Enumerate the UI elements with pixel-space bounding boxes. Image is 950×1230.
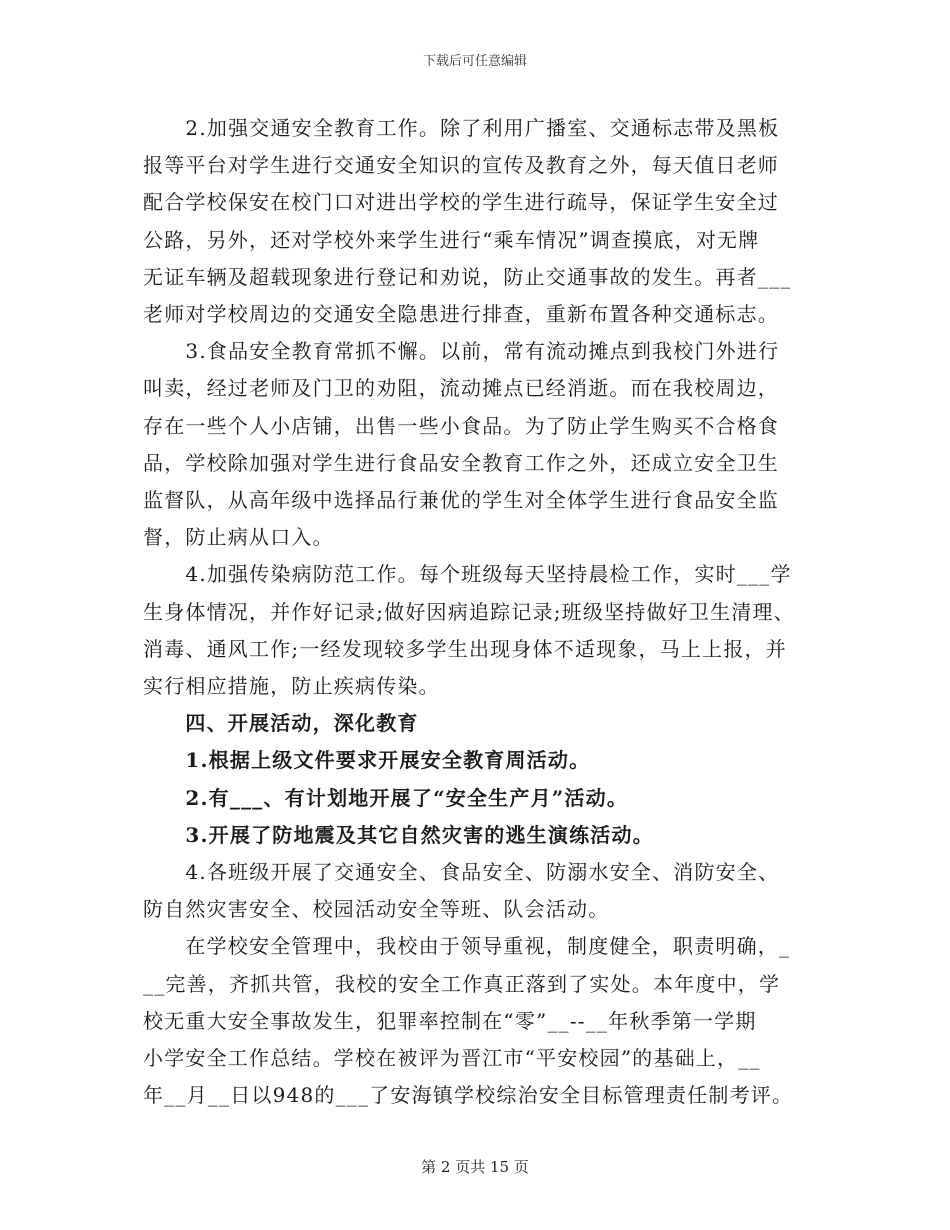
- text-line: 督，防止病从口入。: [143, 525, 334, 550]
- text-line: 消毒、通风工作;一经发现较多学生出现身体不适现象，马上上报，并: [143, 636, 787, 661]
- text-line: 无证车辆及超载现象进行登记和劝说，防止交通事故的发生。再者___: [143, 264, 792, 289]
- activity-item-2: [143, 780, 805, 817]
- text-line: 在学校安全管理中，我校由于领导重视，制度健全，职责明确，_: [143, 934, 791, 959]
- text-line: 实行相应措施，防止疾病传染。: [143, 674, 440, 699]
- paragraph-traffic-safety: [143, 110, 805, 333]
- paragraph-summary: [143, 928, 805, 1114]
- section-heading: [143, 705, 805, 742]
- text-line: __完善，齐抓共管，我校的安全工作真正落到了实处。本年度中，学: [143, 971, 781, 996]
- paragraph-disease-prevention: [143, 556, 805, 705]
- text-line: 报等平台对学生进行交通安全知识的宣传及教育之外，每天值日老师: [143, 153, 779, 178]
- text-line: 防自然灾害安全、校园活动安全等班、队会活动。: [143, 897, 610, 922]
- document-body: [143, 110, 805, 1114]
- text-line: 生身体情况，并作好记录;做好因病追踪记录;班级坚持做好卫生清理、: [143, 599, 795, 624]
- text-line: 公路，另外，还对学校外来学生进行“乘车情况”调查摸底，对无牌: [143, 227, 760, 252]
- text-line: 年__月__日以948的___了安海镇学校综治安全目标管理责任制考评。: [143, 1083, 794, 1108]
- text-line: 2.有___、有计划地开展了“安全生产月”活动。: [143, 785, 629, 810]
- page-footer: 第 2 页共 15 页: [421, 1158, 529, 1176]
- activity-item-4: [143, 854, 805, 928]
- activity-item-1: [143, 742, 805, 779]
- text-line: 3.开展了防地震及其它自然灾害的逃生演练活动。: [143, 822, 654, 847]
- text-line: 2.加强交通安全教育工作。除了利用广播室、交通标志带及黑板: [143, 116, 780, 140]
- text-line: 叫卖，经过老师及门卫的劝阻，流动摊点已经消逝。而在我校周边，: [143, 376, 779, 401]
- text-line: 4.各班级开展了交通安全、食品安全、防溺水安全、消防安全、: [143, 860, 780, 885]
- text-line: 小学安全工作总结。学校在被评为晋江市“平安校园”的基础上，__: [143, 1046, 761, 1071]
- text-line: 监督队，从高年级中选择品行兼优的学生对全体学生进行食品安全监: [143, 488, 779, 513]
- text-line: 存在一些个人小店铺，出售一些小食品。为了防止学生购买不合格食: [143, 413, 779, 438]
- text-line: 四、开展活动，深化教育: [143, 711, 419, 736]
- text-line: 校无重大安全事故发生，犯罪率控制在“零”__--__年秋季第一学期: [143, 1008, 757, 1033]
- text-line: 配合学校保安在校门口对进出学校的学生进行疏导，保证学生安全过: [143, 190, 779, 215]
- text-line: 1.根据上级文件要求开展安全教育周活动。: [143, 748, 591, 773]
- text-line: 老师对学校周边的交通安全隐患进行排查，重新布置各种交通标志。: [143, 302, 779, 327]
- text-line: 品，学校除加强对学生进行食品安全教育工作之外，还成立安全卫生: [143, 450, 779, 475]
- page-header: 下载后可任意编辑: [422, 54, 527, 69]
- text-line: 3.食品安全教育常抓不懈。以前，常有流动摊点到我校门外进行: [143, 339, 780, 364]
- paragraph-food-safety: [143, 333, 805, 556]
- text-line: 4.加强传染病防范工作。每个班级每天坚持晨检工作，实时___学: [143, 562, 792, 587]
- activity-item-3: [143, 817, 805, 854]
